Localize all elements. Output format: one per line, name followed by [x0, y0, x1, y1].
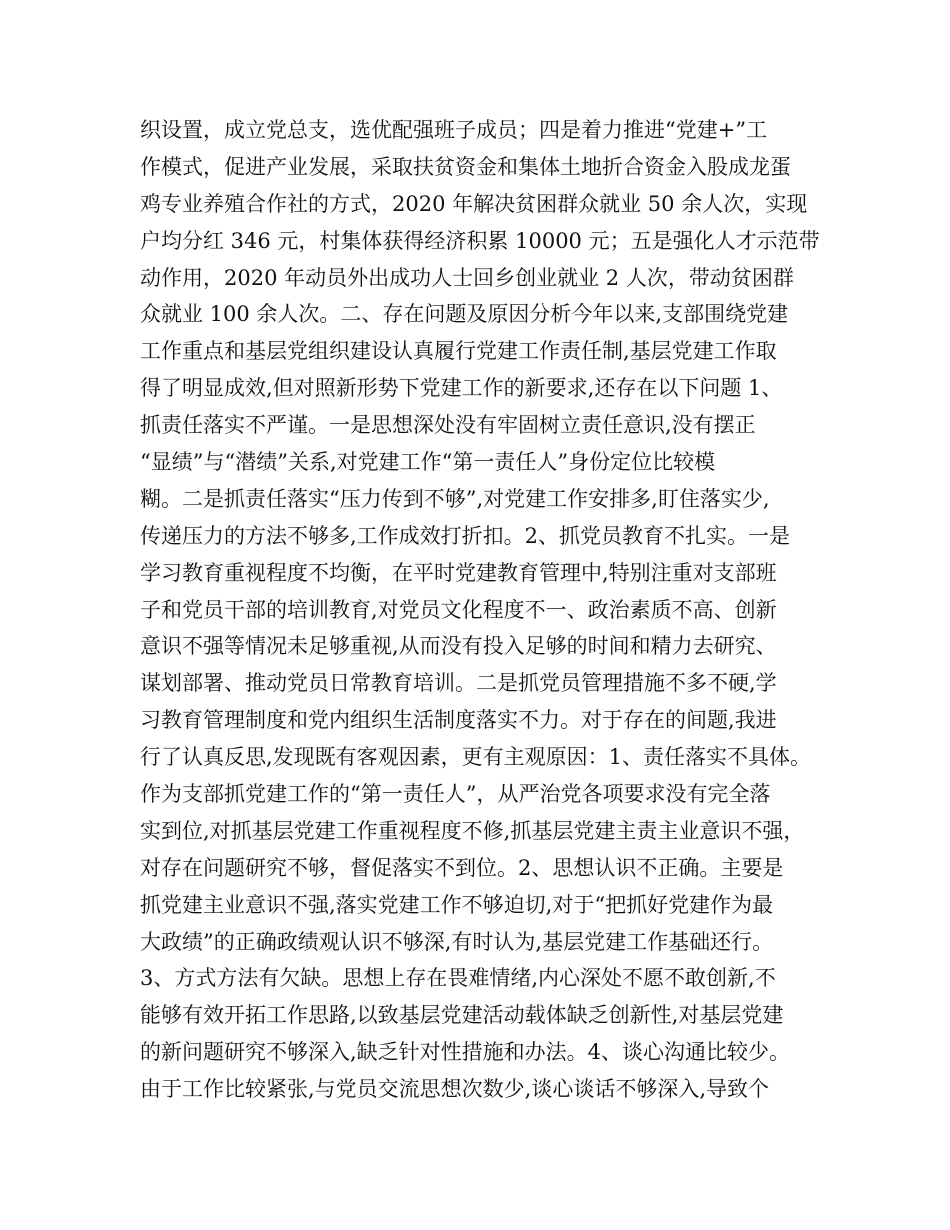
text-line: 3、方式方法有欠缺。思想上存在畏难情绪,内心深处不愿不敢创新,不 — [140, 966, 776, 991]
text-line: 户均分红 346 元，村集体获得经济积累 10000 元；五是强化人才示范带 — [140, 228, 820, 253]
text-line: 能够有效开拓工作思路,以致基层党建活动载体缺乏创新性,对基层党建 — [140, 1003, 784, 1028]
text-line: 意识不强等情况未足够重视,从而没有投入足够的时间和精力去研究、 — [140, 634, 777, 659]
text-line: 由于工作比较紧张,与党员交流思想次数少,谈心谈话不够深入,导致个 — [140, 1077, 770, 1102]
text-line: “显绩”与“潜绩”关系,对党建工作“第一责任人”身份定位比较模 — [140, 450, 716, 475]
text-line: 的新问题研究不够深入,缺乏针对性措施和办法。4、谈心沟通比较少。 — [140, 1040, 791, 1065]
text-line: 行了认真反思,发现既有客观因素，更有主观原因：1、责任落实不具体。 — [140, 745, 812, 770]
body-text — [140, 112, 820, 1108]
text-line: 学习教育重视程度不均衡，在平时党建教育管理中,特别注重对支部班 — [140, 560, 777, 585]
text-line: 习教育管理制度和党内组织生活制度落实不力。对于存在的间题,我进 — [140, 708, 777, 733]
text-line: 动作用，2020 年动员外出成功人士回乡创业就业 2 人次，带动贫困群 — [140, 265, 794, 290]
text-line: 作为支部抓党建工作的“第一责任人”，从严治党各项要求没有完全落 — [140, 782, 771, 807]
text-line: 作模式，促进产业发展，采取扶贫资金和集体土地折合资金入股成龙蛋 — [140, 154, 791, 179]
text-line: 得了明显成效,但对照新形势下党建工作的新要求,还存在以下问题 1、 — [140, 376, 783, 401]
text-line: 抓党建主业意识不强,落实党建工作不够迫切,对于“把抓好党建作为最 — [140, 892, 774, 917]
text-line: 织设置，成立党总支，选优配强班子成员；四是着力推进“党建+”工 — [140, 118, 768, 142]
text-line: 谋划部署、推动党员日常教育培训。二是抓党员管理措施不多不硬,学 — [140, 671, 777, 696]
text-line: 实到位,对抓基层党建工作重视程度不修,抓基层党建主责主业意识不强， — [140, 818, 805, 843]
text-line: 传递压力的方法不够多,工作成效打折扣。2、抓党员教育不扎实。一是 — [140, 523, 791, 548]
text-line: 鸡专业养殖合作社的方式，2020 年解决贫困群众就业 50 余人次，实现 — [140, 191, 808, 216]
text-line: 工作重点和基层党组织建设认真履行党建工作责任制,基层党建工作取 — [140, 339, 777, 364]
text-line: 大政绩”的正确政绩观认识不够深,有时认为,基层党建工作基础还行。 — [140, 929, 774, 954]
text-line: 子和党员干部的培训教育,对党员文化程度不一、政治素质不高、创新 — [140, 597, 777, 622]
text-line: 抓责任落实不严谨。一是思想深处没有牢固树立责任意识,没有摆正 — [140, 413, 756, 438]
text-line: 糊。二是抓责任落实“压力传到不够”,对党建工作安排多,盯住落实少, — [140, 486, 770, 511]
text-line: 对存在问题研究不够，督促落实不到位。2、思想认识不正确。主要是 — [140, 855, 784, 880]
text-line: 众就业 100 余人次。二、存在问题及原因分析今年以来,支部围绕党建 — [140, 302, 789, 327]
